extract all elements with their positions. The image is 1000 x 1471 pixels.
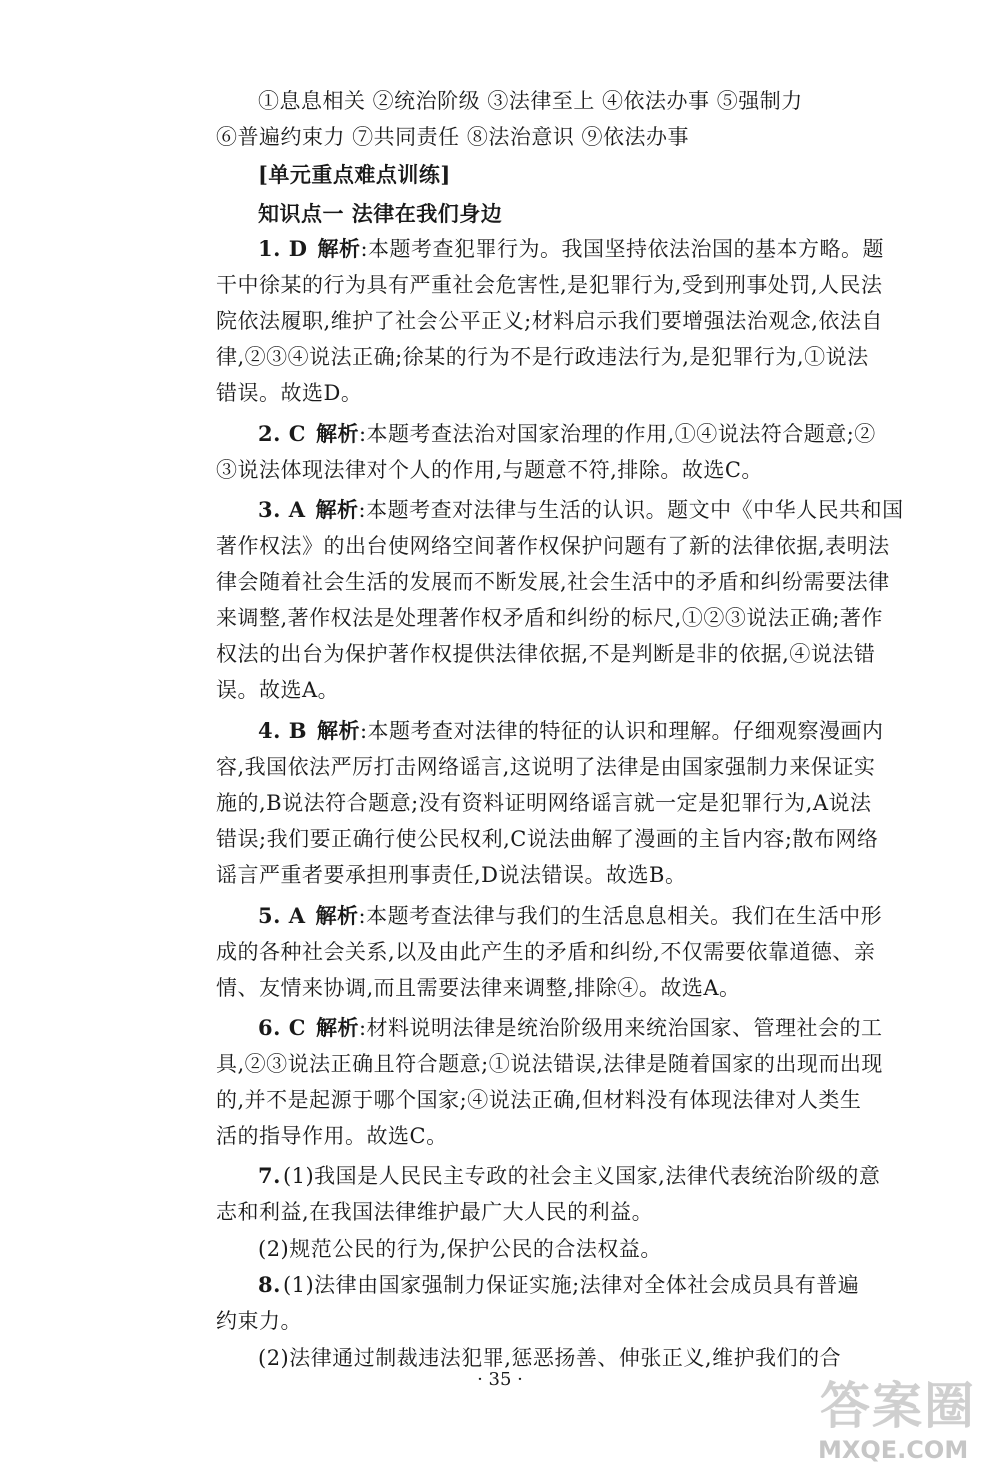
q5-line-3: 情、友情来协调,而且需要法律来调整,排除④。故选A。 <box>216 976 741 1000</box>
q3-number: 3. A <box>258 497 306 522</box>
q7-text: (1)我国是人民民主专政的社会主义国家,法律代表统治阶级的意 <box>282 1164 881 1188</box>
q1-first-line <box>258 234 884 264</box>
watermark-url: MXQE.COM <box>818 1436 969 1464</box>
q5-number: 5. A <box>258 903 306 928</box>
q7-first-line <box>258 1161 880 1191</box>
knowledge-point-title: 知识点一 法律在我们身边 <box>258 201 503 226</box>
q8-number: 8. <box>258 1272 281 1297</box>
q3-first-line <box>258 495 904 525</box>
section-title: [单元重点难点训练] <box>258 162 451 187</box>
q4-line-2: 容,我国依法严厉打击网络谣言,这说明了法律是由国家强制力来保证实 <box>216 755 876 779</box>
q1-line-3: 院依法履职,维护了社会公平正义;材料启示我们要增强法治观念,依法自 <box>216 309 883 333</box>
q3-line-2: 著作权法》的出台使网络空间著作权保护问题有了新的法律依据,表明法 <box>216 534 890 558</box>
q3-text: :本题考查对法律与生活的认识。题文中《中华人民共和国 <box>358 498 904 522</box>
q2-first-line <box>258 419 876 449</box>
q2-text: :本题考查法治对国家治理的作用,①④说法符合题意;② <box>358 422 876 446</box>
q3-line-3: 律会随着社会生活的发展而不断发展,社会生活中的矛盾和纠纷需要法律 <box>216 570 890 594</box>
q4-line-5: 谣言严重者要承担刑事责任,D说法错误。故选B。 <box>216 863 687 887</box>
q1-line-5: 错误。故选D。 <box>216 381 363 405</box>
q1-line-2: 干中徐某的行为具有严重社会危害性,是犯罪行为,受到刑事处罚,人民法 <box>216 273 883 297</box>
q3-line-6: 误。故选A。 <box>216 678 340 702</box>
q8-first-line <box>258 1270 859 1300</box>
q6-number: 6. C <box>258 1015 306 1040</box>
q6-analysis-label: 解析 <box>315 1015 359 1040</box>
q6-line-2: 具,②③说法正确且符合题意;①说法错误,法律是随着国家的出现而出现 <box>216 1052 883 1076</box>
q7-number: 7. <box>258 1163 281 1188</box>
q4-text: :本题考查对法律的特征的认识和理解。仔细观察漫画内 <box>359 719 884 743</box>
q6-text: :材料说明法律是统治阶级用来统治国家、管理社会的工 <box>358 1016 883 1040</box>
q6-first-line <box>258 1013 883 1043</box>
q1-line-4: 律,②③④说法正确;徐某的行为不是行政违法行为,是犯罪行为,①说法 <box>216 345 869 369</box>
q4-number: 4. B <box>258 718 307 743</box>
q7-line-3: (2)规范公民的行为,保护公民的合法权益。 <box>258 1237 662 1261</box>
q8-text: (1)法律由国家强制力保证实施;法律对全体社会成员具有普遍 <box>282 1273 860 1297</box>
q5-line-2: 成的各种社会关系,以及由此产生的矛盾和纠纷,不仅需要依靠道德、亲 <box>216 940 876 964</box>
q1-number: 1. D <box>258 236 308 261</box>
q7-line-2: 志和利益,在我国法律维护最广大人民的利益。 <box>216 1200 654 1224</box>
q4-line-4: 错误;我们要正确行使公民权利,C说法曲解了漫画的主旨内容;散布网络 <box>216 827 879 851</box>
q4-line-3: 施的,B说法符合题意;没有资料证明网络谣言就一定是犯罪行为,A说法 <box>216 791 872 815</box>
watermark-logo <box>818 1378 993 1468</box>
q4-first-line <box>258 716 884 746</box>
q6-line-4: 活的指导作用。故选C。 <box>216 1124 448 1148</box>
q8-line-3: (2)法律通过制裁违法犯罪,惩恶扬善、伸张正义,维护我们的合 <box>258 1346 842 1370</box>
q5-analysis-label: 解析 <box>315 903 359 928</box>
q4-analysis-label: 解析 <box>316 718 360 743</box>
watermark-chinese-text: 答案圈 <box>820 1377 976 1435</box>
summary-line-1: ①息息相关 ②统治阶级 ③法律至上 ④依法办事 ⑤强制力 <box>258 89 803 113</box>
q2-analysis-label: 解析 <box>315 421 359 446</box>
q5-text: :本题考查法律与我们的生活息息相关。我们在生活中形 <box>358 904 883 928</box>
q1-text: :本题考查犯罪行为。我国坚持依法治国的基本方略。题 <box>360 237 885 261</box>
q1-analysis-label: 解析 <box>317 236 361 261</box>
q2-number: 2. C <box>258 421 306 446</box>
summary-line-2: ⑥普遍约束力 ⑦共同责任 ⑧法治意识 ⑨依法办事 <box>216 125 690 149</box>
q3-line-5: 权法的出台为保护著作权提供法律依据,不是判断是非的依据,④说法错 <box>216 642 876 666</box>
q3-line-4: 来调整,著作权法是处理著作权矛盾和纠纷的标尺,①②③说法正确;著作 <box>216 606 883 630</box>
q3-analysis-label: 解析 <box>315 497 359 522</box>
q6-line-3: 的,并不是起源于哪个国家;④说法正确,但材料没有体现法律对人类生 <box>216 1088 862 1112</box>
page-number: · 35 · <box>477 1369 523 1390</box>
q5-first-line <box>258 901 882 931</box>
q2-line-2: ③说法体现法律对个人的作用,与题意不符,排除。故选C。 <box>216 458 763 482</box>
q8-line-2: 约束力。 <box>216 1309 302 1333</box>
